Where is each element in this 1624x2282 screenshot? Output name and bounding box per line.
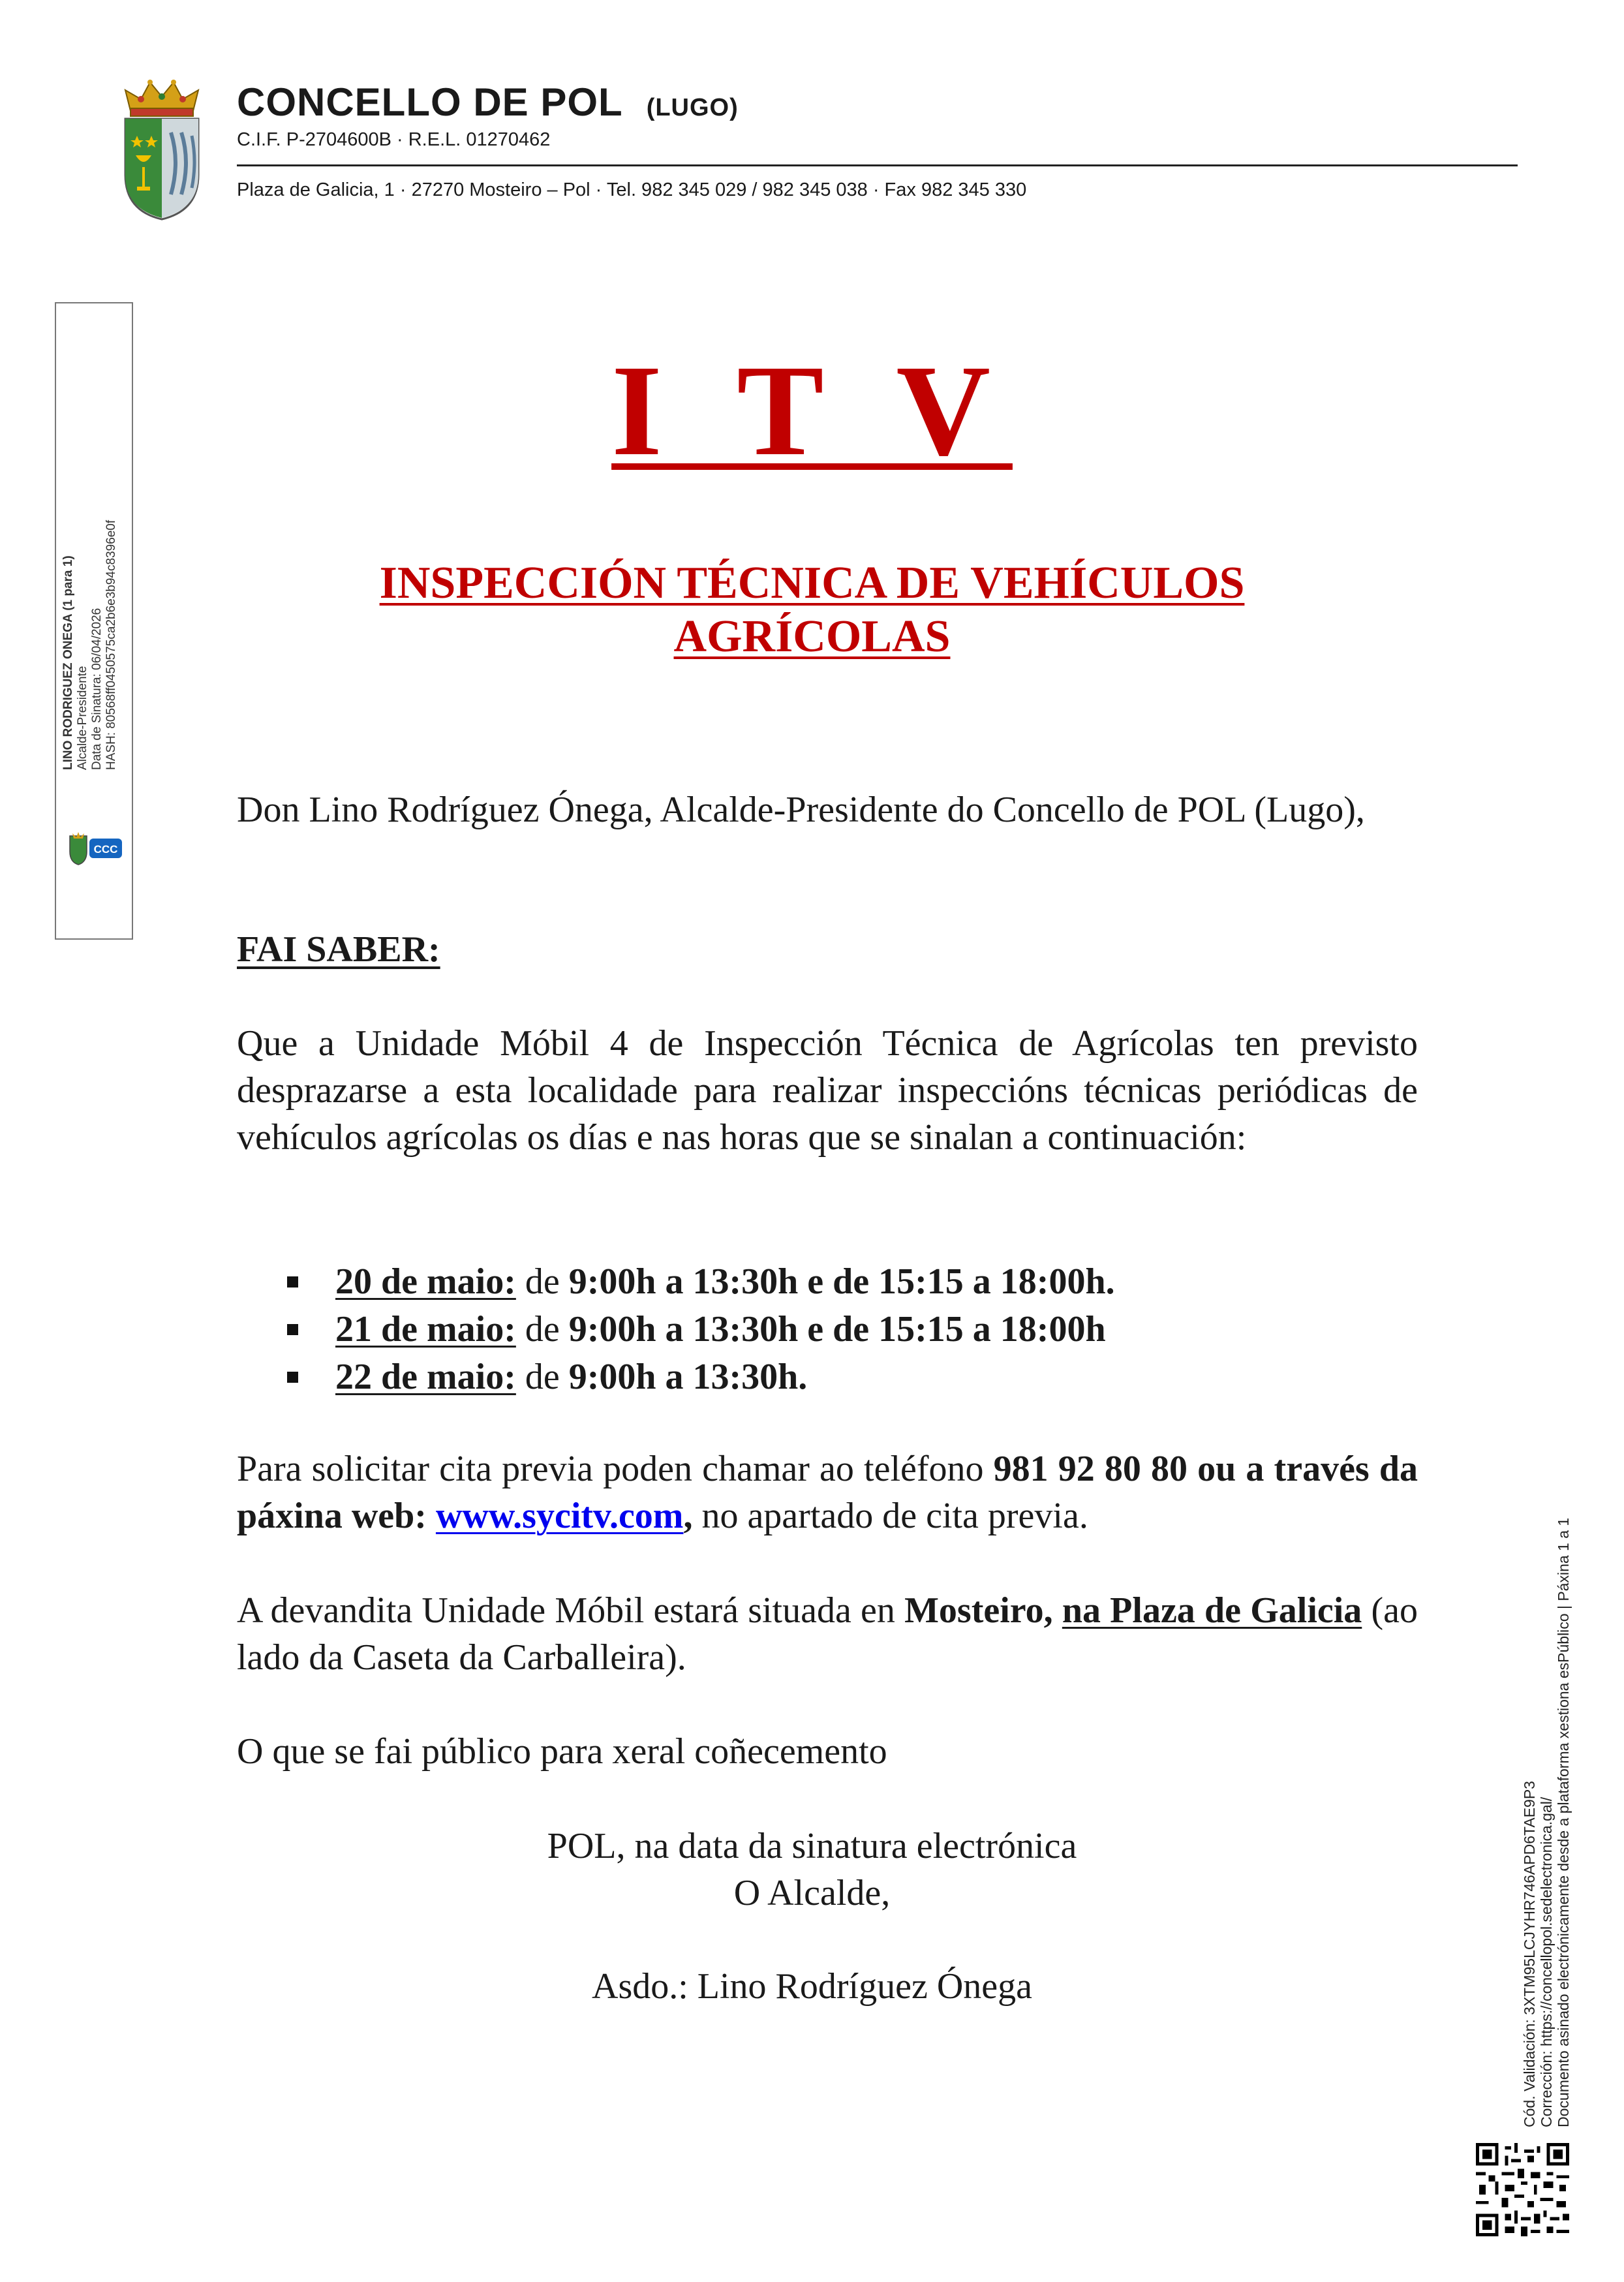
paragraph-location: A devandita Unidade Móbil estará situada en Mosteiro, na Plaza de Galicia (ao lado da Caseta da Carballeira). [237,1590,1418,1678]
schedule-date: 21 de maio: [335,1309,516,1349]
subtitle-line-1: INSPECCIÓN TÉCNICA DE VEHÍCULOS [379,558,1245,608]
header-divider [237,164,1518,166]
page-title: I T V [611,339,1013,483]
schedule-hours: 9:00h a 13:30h. [568,1357,808,1397]
location-plaza: na Plaza de Galicia [1062,1590,1362,1631]
closing-signature: Asdo.: Lino Rodríguez Ónega [592,1966,1032,2007]
paragraph-public-notice: O que se fai público para xeral coñecemento [237,1731,887,1772]
schedule-date: 22 de maio: [335,1357,516,1397]
signature-date: Data de Sinatura: 06/04/2026 [90,608,104,770]
signature-role: Alcalde-Presidente [76,666,89,770]
location-town: Mosteiro, [904,1590,1053,1631]
bullet-square-icon [287,1372,298,1383]
page-subtitle [0,557,1624,664]
svg-text:CCC: CCC [93,843,118,856]
municipal-crest-icon [116,70,207,222]
subtitle-line-2: AGRÍCOLAS [673,611,951,662]
validation-platform: Documento asinado electrónicamente desde a plataforma xestiona esPúblico | Páxina 1 a 1 [1555,1517,1572,2127]
org-address: Plaza de Galicia, 1 · 27270 Mosteiro – Pol · Tel. 982 345 029 / 982 345 038 · Fax 982 345 330 [237,179,1027,200]
schedule-item: 22 de maio: de 9:00h a 13:30h. [287,1353,1115,1401]
schedule-date: 20 de maio: [335,1261,516,1302]
schedule-hours: 9:00h a 13:30h e de 15:15 a 18:00h. [568,1261,1115,1302]
org-ids: C.I.F. P-2704600B · R.E.L. 01270462 [237,129,551,150]
signature-name: LINO RODRIGUEZ ONEGA (1 para 1) [61,555,75,770]
validation-code: Cód. Validación: 3XTM95LCJYHR746APD6TAE9P3 [1521,1781,1538,2127]
closing-role: O Alcalde, [733,1873,891,1913]
paragraph-announcement: Que a Unidade Móbil 4 de Inspección Técnica de Agrícolas ten previsto desprazarse a esta localidade para realizar inspeccións técnicas periódicas de vehículos agrícolas os días e nas horas que se sinalan a continuación: [237,1023,1418,1158]
phone-and-web: 981 92 80 80 ou a través da páxina web: [237,1449,1418,1536]
bullet-square-icon [287,1324,298,1335]
stamp-logo-icon [67,832,123,866]
schedule-item: 20 de maio: de 9:00h a 13:30h e de 15:15 a 18:00h. [287,1258,1115,1306]
closing-place-date: POL, na data da sinatura electrónica [547,1826,1077,1866]
qr-code-icon [1476,2143,1569,2236]
bullet-square-icon [287,1276,298,1287]
org-name: CONCELLO DE POL (LUGO) [237,80,739,124]
schedule-list [287,1258,1115,1401]
paragraph-appointment: Para solicitar cita previa poden chamar ao teléfono 981 92 80 80 ou a través da páxina web: www.sycitv.com, no apartado de cita previa. [237,1449,1418,1536]
fai-saber-heading: FAI SABER: [237,929,440,970]
validation-text [1521,1410,1572,2127]
signature-hash: HASH: 80568ff0450575ca2b6e3b94c8396e0f [104,519,118,770]
intro-paragraph: Don Lino Rodríguez Ónega, Alcalde-Presidente do Concello de POL (Lugo), [237,790,1365,830]
org-province: (LUGO) [646,94,739,121]
schedule-hours: 9:00h a 13:30h e de 15:15 a 18:00h [568,1309,1106,1349]
validation-url: Corrección: https://concellopol.sedelectronica.gal/ [1538,1796,1555,2127]
schedule-item: 21 de maio: de 9:00h a 13:30h e de 15:15 a 18:00h [287,1306,1115,1353]
website-link[interactable]: www.sycitv.com [435,1496,684,1536]
